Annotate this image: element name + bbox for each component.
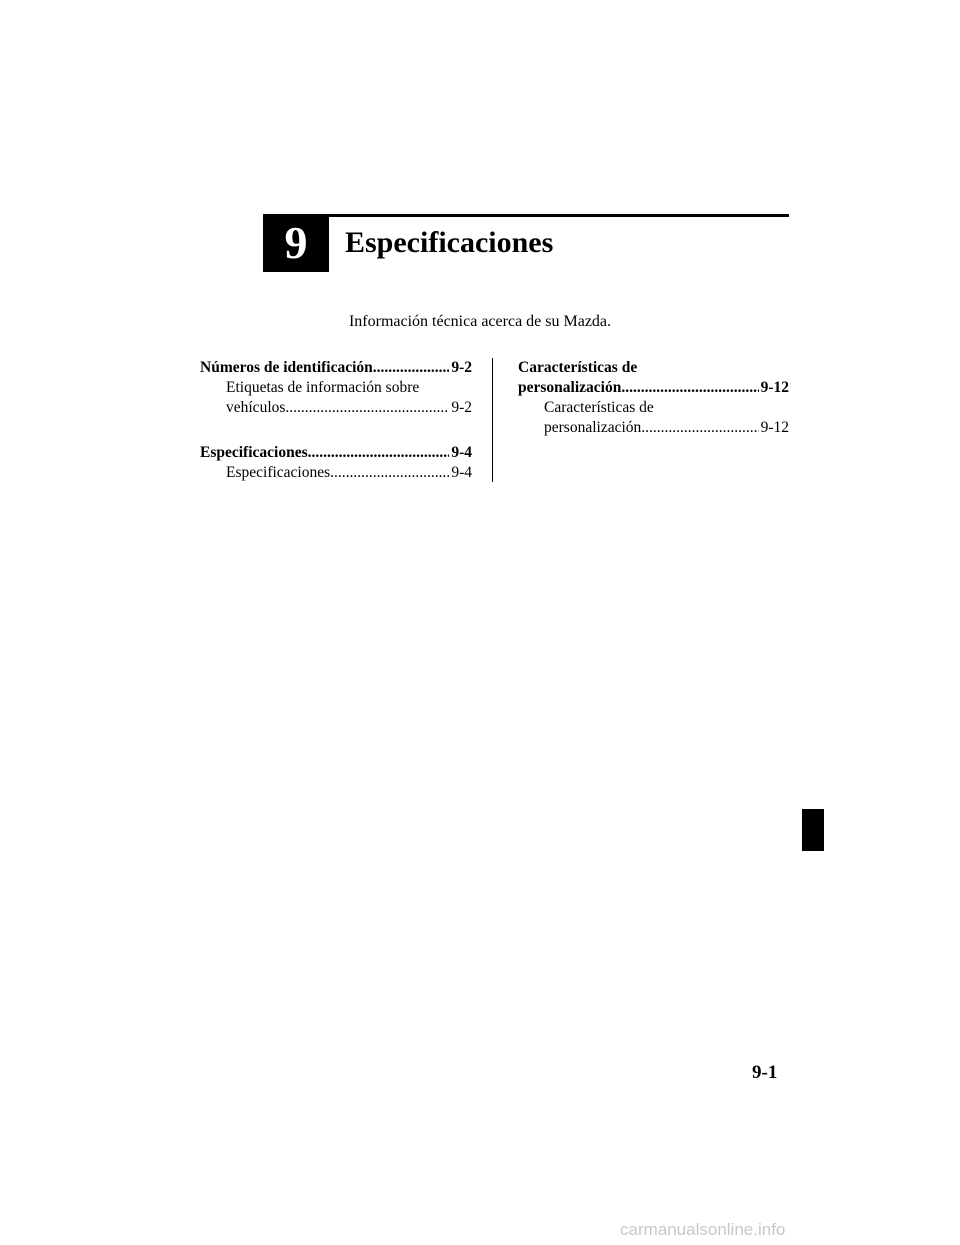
chapter-title: Especificaciones [345,226,554,259]
toc-page-ref: 9-4 [451,444,472,461]
toc-entry-specifications[interactable] [200,443,472,463]
toc-entry-customization[interactable] [518,358,789,398]
toc-page-ref: 9-2 [451,359,472,376]
chapter-subtitle: Información técnica acerca de su Mazda. [348,313,612,330]
toc-entry-line: Características de [518,359,638,376]
watermark: carmanualsonline.info [620,1220,786,1239]
toc-left-column [200,358,472,483]
toc-entry-title: personalización [518,379,622,396]
toc-entry-title: Números de identificación [200,359,373,376]
toc-right-column [518,358,789,438]
toc-subentry-customization[interactable] [518,398,789,438]
toc-subentry-line: Características de [544,399,654,416]
toc-subentry-specifications[interactable] [200,463,472,483]
toc-subentry-line: Etiquetas de información sobre [226,379,420,396]
toc-page-ref: 9-12 [760,419,789,436]
toc-subentry-title: personalización [544,419,642,436]
header-rule [263,214,789,217]
toc-subentry-info-labels[interactable] [200,378,472,418]
toc-page-ref: 9-12 [760,379,789,396]
chapter-number-box [263,214,329,272]
toc-page-ref: 9-2 [451,399,472,416]
toc-entry-identification[interactable] [200,358,472,378]
toc-entry-title: Especificaciones [200,444,308,461]
column-divider [492,358,493,482]
toc-page-ref: 9-4 [451,464,472,481]
toc-subentry-title: vehículos [226,399,286,416]
chapter-number: 9 [284,217,308,268]
chapter-thumb-tab [802,809,824,851]
page-number: 9-1 [752,1062,778,1083]
toc-subentry-title: Especificaciones [226,464,331,481]
